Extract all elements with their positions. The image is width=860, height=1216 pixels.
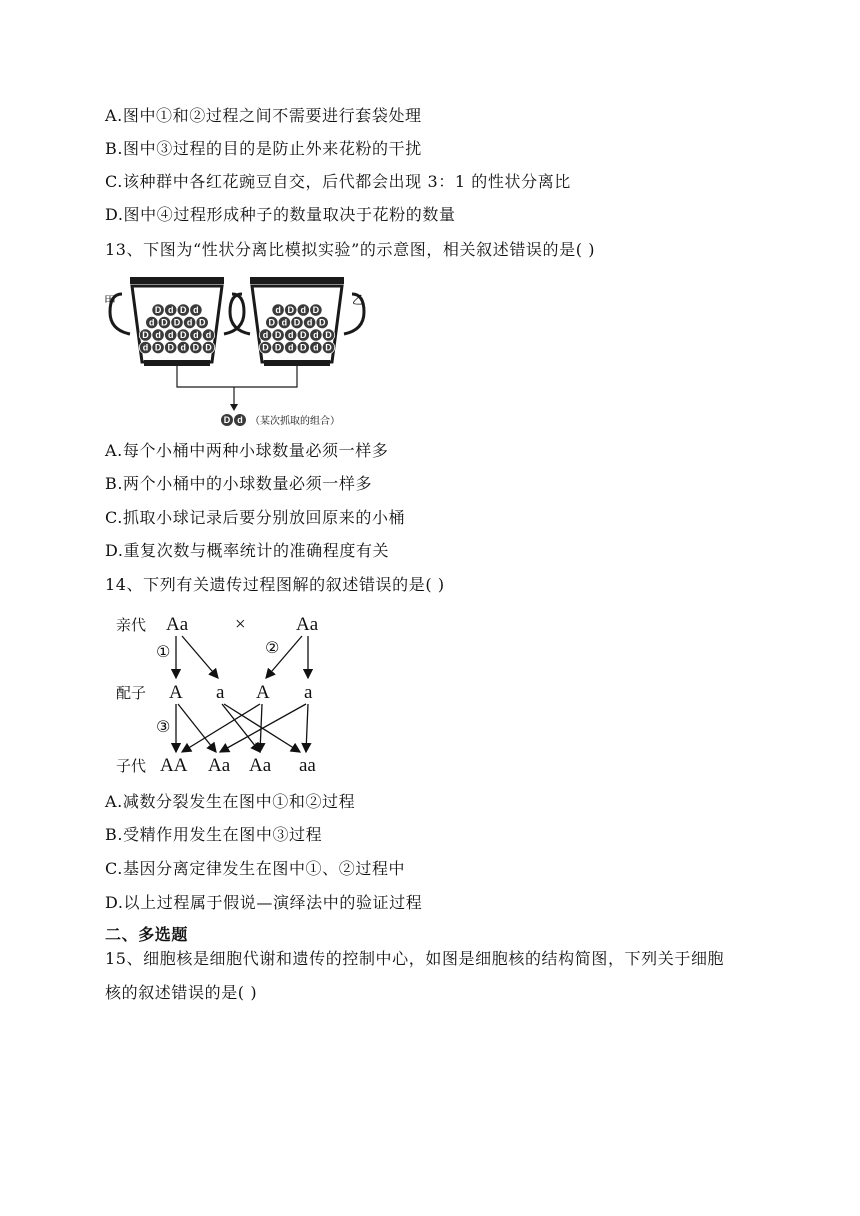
bucket-right-ball-label: D bbox=[325, 330, 332, 341]
bucket-left-ball-label: D bbox=[142, 330, 149, 341]
bucket-right-ball-label: D bbox=[312, 305, 320, 316]
step-label-3: ③ bbox=[156, 717, 171, 736]
step-label-2: ② bbox=[265, 638, 280, 657]
bucket-right-ball-label: d bbox=[262, 330, 269, 341]
bucket-right-ball-label: D bbox=[300, 342, 307, 353]
row-label-offspring: 子代 bbox=[116, 757, 147, 775]
q15-stem-line2: 核的叙述错误的是( ) bbox=[105, 983, 258, 1002]
bucket-right-ball-label: D bbox=[293, 317, 301, 328]
bucket-left-ball-label: d bbox=[193, 330, 199, 341]
parent-2: Aa bbox=[296, 614, 319, 635]
bucket-right bbox=[230, 277, 364, 366]
offspring-3: Aa bbox=[249, 755, 272, 776]
section-heading-multiple-choice: 二、多选题 bbox=[105, 925, 189, 944]
bucket-left-ball-label: D bbox=[154, 305, 162, 316]
bucket-right-ball-label: D bbox=[300, 330, 307, 341]
bucket-left-ball-label: d bbox=[155, 330, 161, 341]
bucket-right-ball-label: d bbox=[313, 342, 319, 353]
q15-stem-line1: 15、细胞核是细胞代谢和遗传的控制中心，如图是细胞核的结构简图，下列关于细胞 bbox=[105, 949, 725, 968]
bucket-right-ball-label: D bbox=[287, 305, 294, 316]
gamete-2: a bbox=[216, 682, 225, 703]
q13-stem: 13、下图为“性状分离比模拟实验”的示意图，相关叙述错误的是( ) bbox=[105, 240, 596, 259]
bucket-left-ball-label: D bbox=[180, 330, 187, 341]
parent-1: Aa bbox=[166, 614, 189, 635]
q14-option-a: A.减数分裂发生在图中①和②过程 bbox=[105, 792, 356, 811]
q12-option-c: C.该种群中各红花豌豆自交，后代都会出现 3：1 的性状分离比 bbox=[105, 172, 571, 191]
bucket-right-ball-label: D bbox=[325, 342, 332, 353]
q14-option-c: C.基因分离定律发生在图中①、②过程中 bbox=[105, 859, 406, 878]
q14-option-d: D.以上过程属于假说—演绎法中的验证过程 bbox=[105, 893, 423, 912]
row-label-parents: 亲代 bbox=[116, 616, 147, 634]
bucket-left-ball-label: d bbox=[142, 342, 149, 353]
gamete-4: a bbox=[304, 682, 313, 703]
bucket-left-ball-label: D bbox=[198, 317, 206, 328]
step-label-1: ① bbox=[156, 642, 171, 661]
q13-option-b: B.两个小桶中的小球数量必须一样多 bbox=[105, 474, 373, 493]
bucket-left-ball-label: D bbox=[173, 317, 181, 328]
q13-option-d: D.重复次数与概率统计的准确程度有关 bbox=[105, 541, 390, 560]
bucket-right-ball-label: d bbox=[275, 305, 281, 316]
offspring-1: AA bbox=[160, 755, 188, 776]
bucket-left-ball-label: D bbox=[161, 317, 168, 328]
bucket-left-ball-label: d bbox=[167, 305, 174, 316]
bucket-left-ball-label: D bbox=[167, 342, 174, 353]
bucket-right-ball-label: d bbox=[306, 317, 313, 328]
bucket-left-ball-label: D bbox=[180, 305, 187, 316]
bucket-right-ball-label: d bbox=[287, 330, 294, 341]
bucket-left-ball-label: D bbox=[205, 342, 212, 353]
bucket-right-ball-label: d bbox=[287, 342, 294, 353]
q14-stem: 14、下列有关遗传过程图解的叙述错误的是( ) bbox=[105, 575, 445, 594]
inheritance-diagram bbox=[110, 608, 350, 780]
bucket-left-ball-label: d bbox=[149, 317, 155, 328]
bucket-right-label: 乙 bbox=[352, 293, 365, 307]
gamete-1: A bbox=[169, 682, 183, 703]
q12-option-a: A.图中①和②过程之间不需要进行套袋处理 bbox=[105, 106, 422, 125]
bucket-left-ball-label: d bbox=[167, 330, 174, 341]
bucket-left-ball-label: D bbox=[154, 342, 162, 353]
cross-symbol: × bbox=[235, 614, 246, 635]
bucket-left-label: 甲 bbox=[104, 294, 117, 308]
q13-option-a: A.每个小桶中两种小球数量必须一样多 bbox=[105, 441, 389, 460]
bucket-right-ball-label: d bbox=[313, 330, 319, 341]
bucket-right-ball-label: d bbox=[281, 317, 288, 328]
bucket-right-ball-label: D bbox=[274, 330, 282, 341]
q13-option-c: C.抓取小球记录后要分别放回原来的小桶 bbox=[105, 508, 406, 527]
bucket-left bbox=[110, 277, 244, 366]
bucket-right-ball-label: d bbox=[300, 305, 307, 316]
bucket-right-ball-label: D bbox=[274, 342, 282, 353]
gamete-3: A bbox=[256, 682, 270, 703]
bucket-experiment-figure bbox=[100, 272, 380, 432]
result-ball-d-upper-text: D bbox=[223, 415, 231, 425]
q14-option-b: B.受精作用发生在图中③过程 bbox=[105, 825, 323, 844]
bucket-left-ball-label: D bbox=[192, 342, 200, 353]
bucket-right-ball-label: D bbox=[262, 342, 269, 353]
offspring-2: Aa bbox=[208, 755, 231, 776]
result-ball-d-lower-text: d bbox=[237, 415, 243, 425]
bucket-right-ball-label: D bbox=[268, 317, 276, 328]
bucket-left-ball-label: d bbox=[186, 317, 193, 328]
result-caption: （某次抓取的组合） bbox=[250, 416, 340, 427]
offspring-4: aa bbox=[299, 755, 316, 776]
q12-option-b: B.图中③过程的目的是防止外来花粉的干扰 bbox=[105, 139, 422, 158]
bucket-left-ball-label: d bbox=[180, 342, 187, 353]
row-label-gametes: 配子 bbox=[116, 684, 147, 702]
q12-option-d: D.图中④过程形成种子的数量取决于花粉的数量 bbox=[105, 205, 456, 224]
bucket-left-ball-label: d bbox=[205, 330, 212, 341]
bucket-right-ball-label: D bbox=[318, 317, 326, 328]
bucket-left-ball-label: d bbox=[193, 305, 199, 316]
